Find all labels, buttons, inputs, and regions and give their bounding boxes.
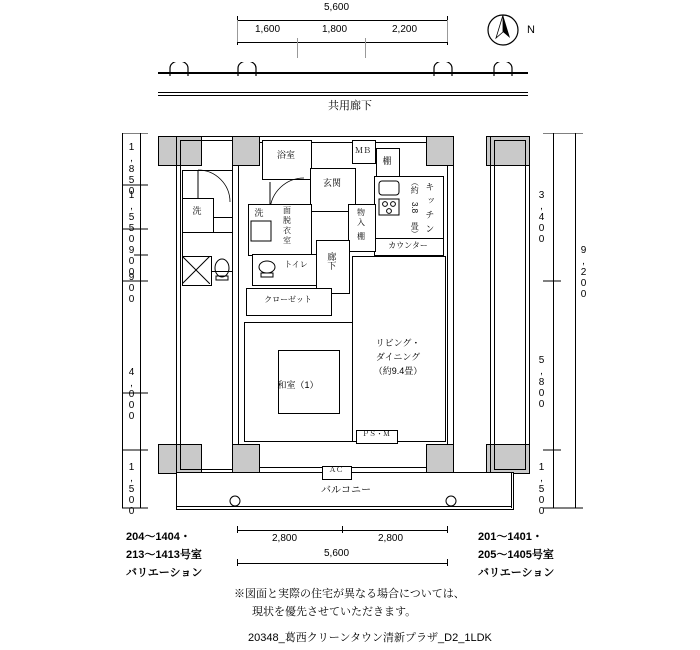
compass-rose xyxy=(483,8,527,52)
balcony-label: バルコニー xyxy=(321,485,371,496)
kitchen-label-ki: キ xyxy=(424,182,435,191)
right-dim-9200: 9,200 xyxy=(578,245,589,300)
right-dim-1500: 1,500 xyxy=(536,462,547,517)
washroom-label-3: 衣 xyxy=(283,226,291,235)
handrail-loop-4 xyxy=(492,62,516,78)
corridor-line-bottom2 xyxy=(158,95,528,96)
left-var-wash-label: 洗 xyxy=(192,206,202,216)
right-legend-line2: 205〜1405号室 xyxy=(478,549,554,561)
bath-label: 浴室 xyxy=(276,150,295,160)
right-dim-5800: 5,800 xyxy=(536,355,547,410)
right-legend-line1: 201〜1401・ xyxy=(478,531,543,543)
top-dim-drop-3 xyxy=(447,20,448,42)
corridor-line-top xyxy=(158,72,528,74)
kitchen-label-tsu: ッ xyxy=(424,196,435,205)
kitchen-sub-2: 3.8 xyxy=(410,202,420,214)
storage-label-1: 物 xyxy=(357,208,365,217)
top-dim-drop-0 xyxy=(237,20,238,42)
top-total-dim-line xyxy=(237,20,447,21)
washroom-label-4: 室 xyxy=(283,236,291,245)
balcony-right-wall xyxy=(511,472,512,508)
right-dim-ticks xyxy=(543,133,585,511)
living-label-3: （約9.4畳） xyxy=(373,366,423,376)
storage-label-3: 棚 xyxy=(357,232,365,241)
handrail-loop-1 xyxy=(168,62,192,78)
wall-column-br xyxy=(426,444,454,474)
left-var-bath-x xyxy=(182,256,210,284)
balcony-left-wall xyxy=(176,472,177,508)
left-dim-1850: 1,850 xyxy=(126,142,137,197)
top-dim-drop-1 xyxy=(297,38,298,58)
left-legend-line2: 213〜1413号室 xyxy=(126,549,202,561)
left-dim-4000: 4,000 xyxy=(126,367,137,422)
mb-label: ＭＢ xyxy=(355,146,371,155)
japanese-room-label: 和室（1） xyxy=(277,380,319,390)
bottom-total-dimension: 5,600 xyxy=(324,548,350,559)
left-dim-1500: 1,500 xyxy=(126,462,137,517)
disclaimer-line1: ※図面と実際の住宅が異なる場合については、 xyxy=(234,588,465,600)
left-dim-900b: 900 xyxy=(126,272,137,305)
bottom-total-tick-right xyxy=(447,559,448,566)
left-legend-line1: 204〜1404・ xyxy=(126,531,191,543)
left-var-toilet-fixture xyxy=(212,256,232,282)
kitchen-sub-1: （約 xyxy=(410,178,420,194)
ac-label: ＡＣ xyxy=(329,467,343,474)
toilet-fixture-icon xyxy=(256,258,278,280)
hallway-label: 廊下 xyxy=(326,252,337,270)
entrance-label: 玄関 xyxy=(322,178,341,188)
right-dim-3400: 3,400 xyxy=(536,190,547,245)
compass-north-label: N xyxy=(527,24,535,36)
drawing-code: 20348_葛西クリーンタウン清新プラザ_D2_1LDK xyxy=(248,632,492,644)
kitchen-label-n: ン xyxy=(424,224,435,233)
washbasin-icon xyxy=(250,220,272,242)
top-seg-1: 1,600 xyxy=(255,24,281,35)
left-legend-line3: バリエーション xyxy=(126,567,203,579)
right-legend-line3: バリエーション xyxy=(478,567,555,579)
bottom-seg-2: 2,800 xyxy=(378,533,404,544)
sink-icon xyxy=(378,180,400,196)
toilet-label: トイレ xyxy=(284,260,308,269)
wall-column-tl xyxy=(232,136,260,166)
top-total-dimension: 5,600 xyxy=(324,2,350,13)
left-dim-1550: 1,550 xyxy=(126,190,137,245)
living-label-2: ダイニング xyxy=(375,352,421,362)
shelf-top-label: 棚 xyxy=(382,156,392,166)
bottom-seg-tick-0 xyxy=(237,526,238,533)
bottom-total-dim-line xyxy=(237,563,447,564)
disclaimer-line2: 現状を優先させていただきます。 xyxy=(252,606,417,618)
balcony-rail-line xyxy=(176,506,512,507)
right-unit-outline-inner xyxy=(494,140,526,470)
corridor-line-bottom xyxy=(158,92,528,93)
closet-label: クローゼット xyxy=(264,295,312,304)
washroom-label-2: 脱 xyxy=(283,216,291,225)
bottom-seg-tick-1 xyxy=(342,526,343,533)
bottom-seg-1: 2,800 xyxy=(272,533,298,544)
storage-label-2: 入 xyxy=(357,218,365,227)
counter-label: カウンター xyxy=(388,241,428,250)
wall-column-tr xyxy=(426,136,454,166)
wall-column-bl xyxy=(232,444,260,474)
top-seg-3: 2,200 xyxy=(392,24,418,35)
ps-m-label: ＰＳ・Ｍ xyxy=(362,431,390,438)
left-dim-900a: 900 xyxy=(126,245,137,278)
washroom-label-1: 面 xyxy=(283,206,291,215)
washroom-wash: 洗 xyxy=(254,208,264,218)
stove-icon xyxy=(378,198,400,216)
handrail-loop-3 xyxy=(432,62,456,78)
bottom-seg-tick-2 xyxy=(447,526,448,533)
corridor-label: 共用廊下 xyxy=(328,100,372,112)
living-label-1: リビング・ xyxy=(375,338,421,348)
kitchen-label-chi: チ xyxy=(424,210,435,219)
bottom-total-tick-left xyxy=(237,559,238,566)
top-seg-dim-line xyxy=(237,42,447,43)
top-dim-drop-2 xyxy=(365,38,366,58)
left-var-door-arc-1 xyxy=(196,168,232,202)
handrail-loop-2 xyxy=(236,62,260,78)
top-seg-2: 1,800 xyxy=(322,24,348,35)
living-dining xyxy=(352,256,446,442)
kitchen-sub-3: 畳） xyxy=(410,222,420,238)
